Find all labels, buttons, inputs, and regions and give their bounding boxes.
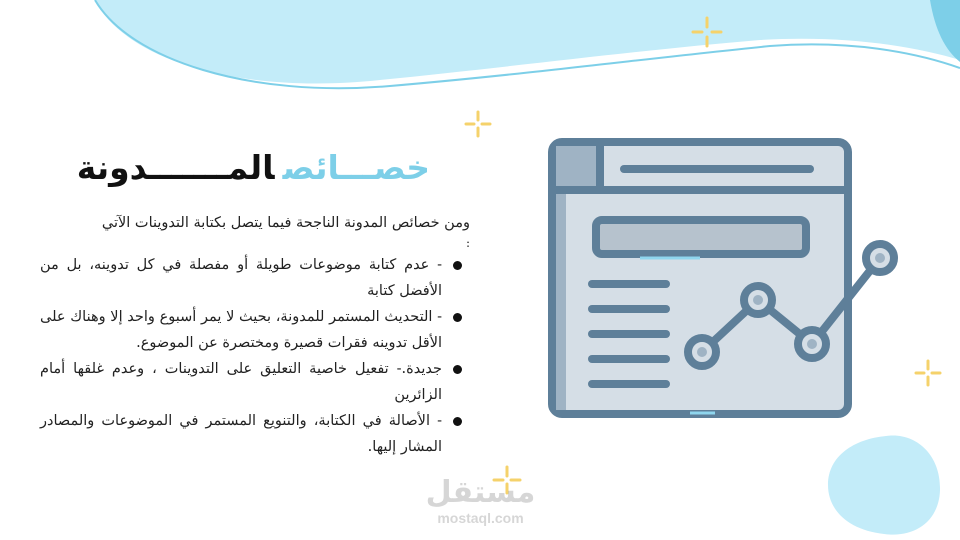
list-item [40, 252, 470, 304]
list-item-text: جديدة.- تفعيل خاصية التعليق على التدوينات ، وعدم غلقها أمام الزائرين [40, 361, 442, 403]
list-item-text: - التحديث المستمر للمدونة، بحيث لا يمر أسبوع واحد إلا وهناك على الأقل تدوينه فقرات قصيرة ومختصرة عن الموضوع. [40, 309, 442, 351]
watermark-logo: مستقل [425, 475, 536, 510]
bullet-dot-icon [453, 313, 462, 322]
web-analytics-icon [540, 132, 910, 424]
title-highlight: خصـــائص [282, 148, 430, 187]
sparkle-icon [914, 359, 942, 387]
content-block [40, 210, 470, 460]
sparkle-icon [464, 110, 492, 138]
intro-colon: : [465, 236, 470, 250]
watermark [418, 476, 543, 526]
bullet-dot-icon [453, 365, 462, 374]
top-wave-decoration [0, 0, 960, 110]
watermark-url: mostaql.com [437, 510, 524, 526]
intro-paragraph: ومن خصائص المدونة الناجحة فيما يتصل بكتابة التدوينات الآتي [101, 215, 470, 231]
bullet-dot-icon [453, 261, 462, 270]
bullet-dot-icon [453, 417, 462, 426]
list-item-text: - عدم كتابة موضوعات طويلة أو مفصلة في كل تدوينه، بل من الأفضل كتابة [40, 257, 442, 299]
list-item [40, 356, 470, 408]
list-item [40, 304, 470, 356]
bullet-list [40, 252, 470, 460]
list-item [40, 408, 470, 460]
sparkle-icon [691, 16, 723, 48]
slide-title [60, 146, 430, 190]
bottom-right-blob [826, 430, 946, 540]
list-item-text: - الأصالة في الكتابة، والتنويع المستمر في الموضوعات والمصادر المشار إليها. [40, 413, 442, 455]
title-dark: المـــــــدونة [76, 148, 275, 187]
